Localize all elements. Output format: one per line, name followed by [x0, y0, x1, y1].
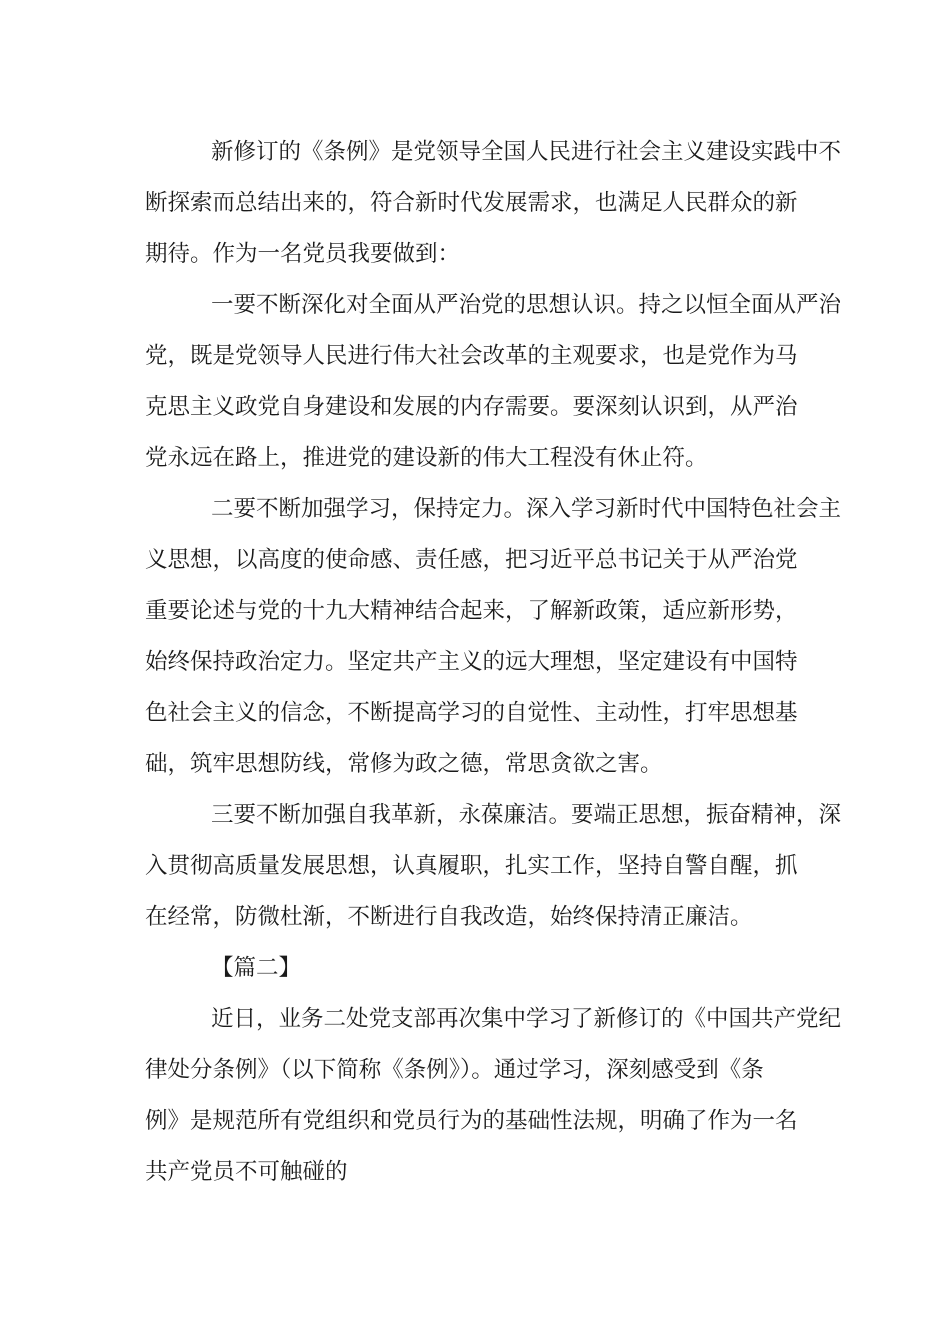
text-line: 一要不断深化对全面从严治党的思想认识。持之以恒全面从严治 [211, 292, 842, 318]
text-line: 近日，业务二处党支部再次集中学习了新修订的《中国共产党纪 [211, 1006, 842, 1032]
document-body [145, 127, 842, 1198]
paragraph-intro [145, 127, 842, 280]
text-line: 义思想，以高度的使命感、责任感，把习近平总书记关于从严治党 [145, 547, 798, 573]
text-line: 色社会主义的信念，不断提高学习的自觉性、主动性，打牢思想基 [145, 700, 798, 726]
text-line: 三要不断加强自我革新，永葆廉洁。要端正思想，振奋精神，深 [211, 802, 842, 828]
text-line: 律处分条例》（以下简称《条例》）。通过学习，深刻感受到《条 [145, 1057, 764, 1083]
paragraph-point-one [145, 280, 842, 484]
text-line: 始终保持政治定力。坚定共产主义的远大理想，坚定建设有中国特 [145, 649, 798, 675]
section-heading [145, 943, 810, 994]
text-line: 重要论述与党的十九大精神结合起来，了解新政策，适应新形势， [145, 598, 798, 624]
text-line: 共产党员不可触碰的 [145, 1159, 348, 1185]
text-line: 党，既是党领导人民进行伟大社会改革的主观要求，也是党作为马 [145, 343, 798, 369]
text-line: 础，筑牢思想防线，常修为政之德，常思贪欲之害。 [145, 751, 663, 777]
paragraph-section-two-intro [145, 994, 842, 1198]
text-line: 新修订的《条例》是党领导全国人民进行社会主义建设实践中不 [211, 139, 842, 165]
text-line: 在经常，防微杜渐，不断进行自我改造，始终保持清正廉洁。 [145, 904, 753, 930]
section-heading-text: 【篇二】 [211, 955, 302, 981]
paragraph-point-two [145, 484, 842, 790]
text-line: 克思主义政党自身建设和发展的内存需要。要深刻认识到，从严治 [145, 394, 798, 420]
text-line: 入贯彻高质量发展思想，认真履职，扎实工作，坚持自警自醒，抓 [145, 853, 798, 879]
paragraph-point-three [145, 790, 842, 943]
text-line: 期待。作为一名党员我要做到： [145, 241, 461, 267]
text-line: 断探索而总结出来的，符合新时代发展需求，也满足人民群众的新 [145, 190, 798, 216]
text-line: 党永远在路上，推进党的建设新的伟大工程没有休止符。 [145, 445, 708, 471]
text-line: 例》是规范所有党组织和党员行为的基础性法规，明确了作为一名 [145, 1108, 798, 1134]
text-line: 二要不断加强学习，保持定力。深入学习新时代中国特色社会主 [211, 496, 842, 522]
